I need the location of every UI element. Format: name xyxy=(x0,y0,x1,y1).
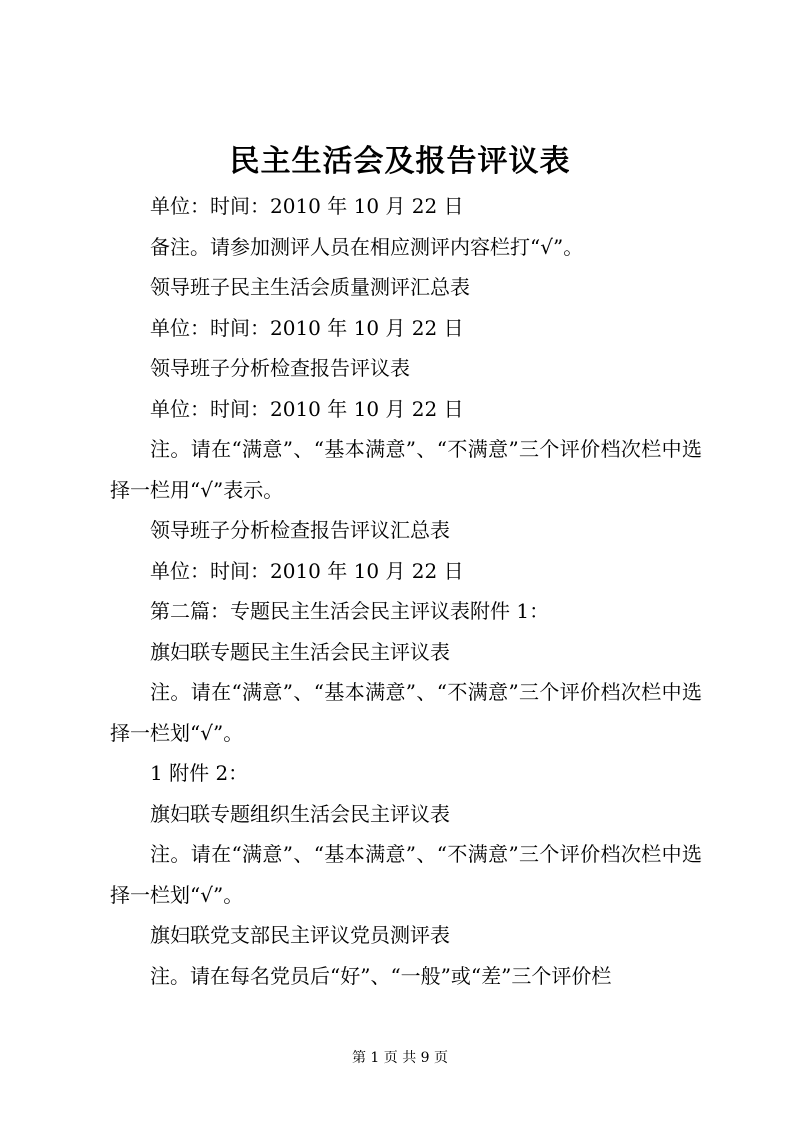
document-body xyxy=(110,186,702,996)
paragraph: 领导班子分析检查报告评议汇总表 xyxy=(150,518,450,542)
paragraph: 注。请在每名党员后“好”、“一般”或“差”三个评价栏 xyxy=(150,963,612,988)
paragraph: 1 附件 2： xyxy=(150,761,249,785)
paragraph: 旗妇联专题组织生活会民主评议表 xyxy=(150,801,450,826)
paragraph: 备注。请参加测评人员在相应测评内容栏打“√”。 xyxy=(150,234,584,259)
document-title: 民主生活会及报告评议表 xyxy=(229,144,571,179)
paragraph: 领导班子民主生活会质量测评汇总表 xyxy=(150,275,470,299)
paragraph: 旗妇联党支部民主评议党员测评表 xyxy=(150,923,450,947)
paragraph: 领导班子分析检查报告评议表 xyxy=(150,356,410,380)
paragraph: 单位：时间：2010 年 10 月 22 日 xyxy=(150,396,464,421)
page-footer: 第 1 页 共 9 页 xyxy=(351,1050,449,1066)
paragraph: 第二篇：专题民主生活会民主评议表附件 1： xyxy=(150,599,550,623)
paragraph: 旗妇联专题民主生活会民主评议表 xyxy=(150,639,450,664)
paragraph: 单位：时间：2010 年 10 月 22 日 xyxy=(150,315,464,340)
paragraph: 单位：时间：2010 年 10 月 22 日 xyxy=(150,558,464,583)
paragraph: 注。请在“满意”、“基本满意”、“不满意”三个评价档次栏中选择一栏划“√”。 xyxy=(110,680,702,745)
paragraph: 单位：时间：2010 年 10 月 22 日 xyxy=(150,194,464,218)
paragraph: 注。请在“满意”、“基本满意”、“不满意”三个评价档次栏中选择一栏用“√”表示。 xyxy=(110,437,702,502)
paragraph: 注。请在“满意”、“基本满意”、“不满意”三个评价档次栏中选择一栏划“√”。 xyxy=(110,842,702,907)
